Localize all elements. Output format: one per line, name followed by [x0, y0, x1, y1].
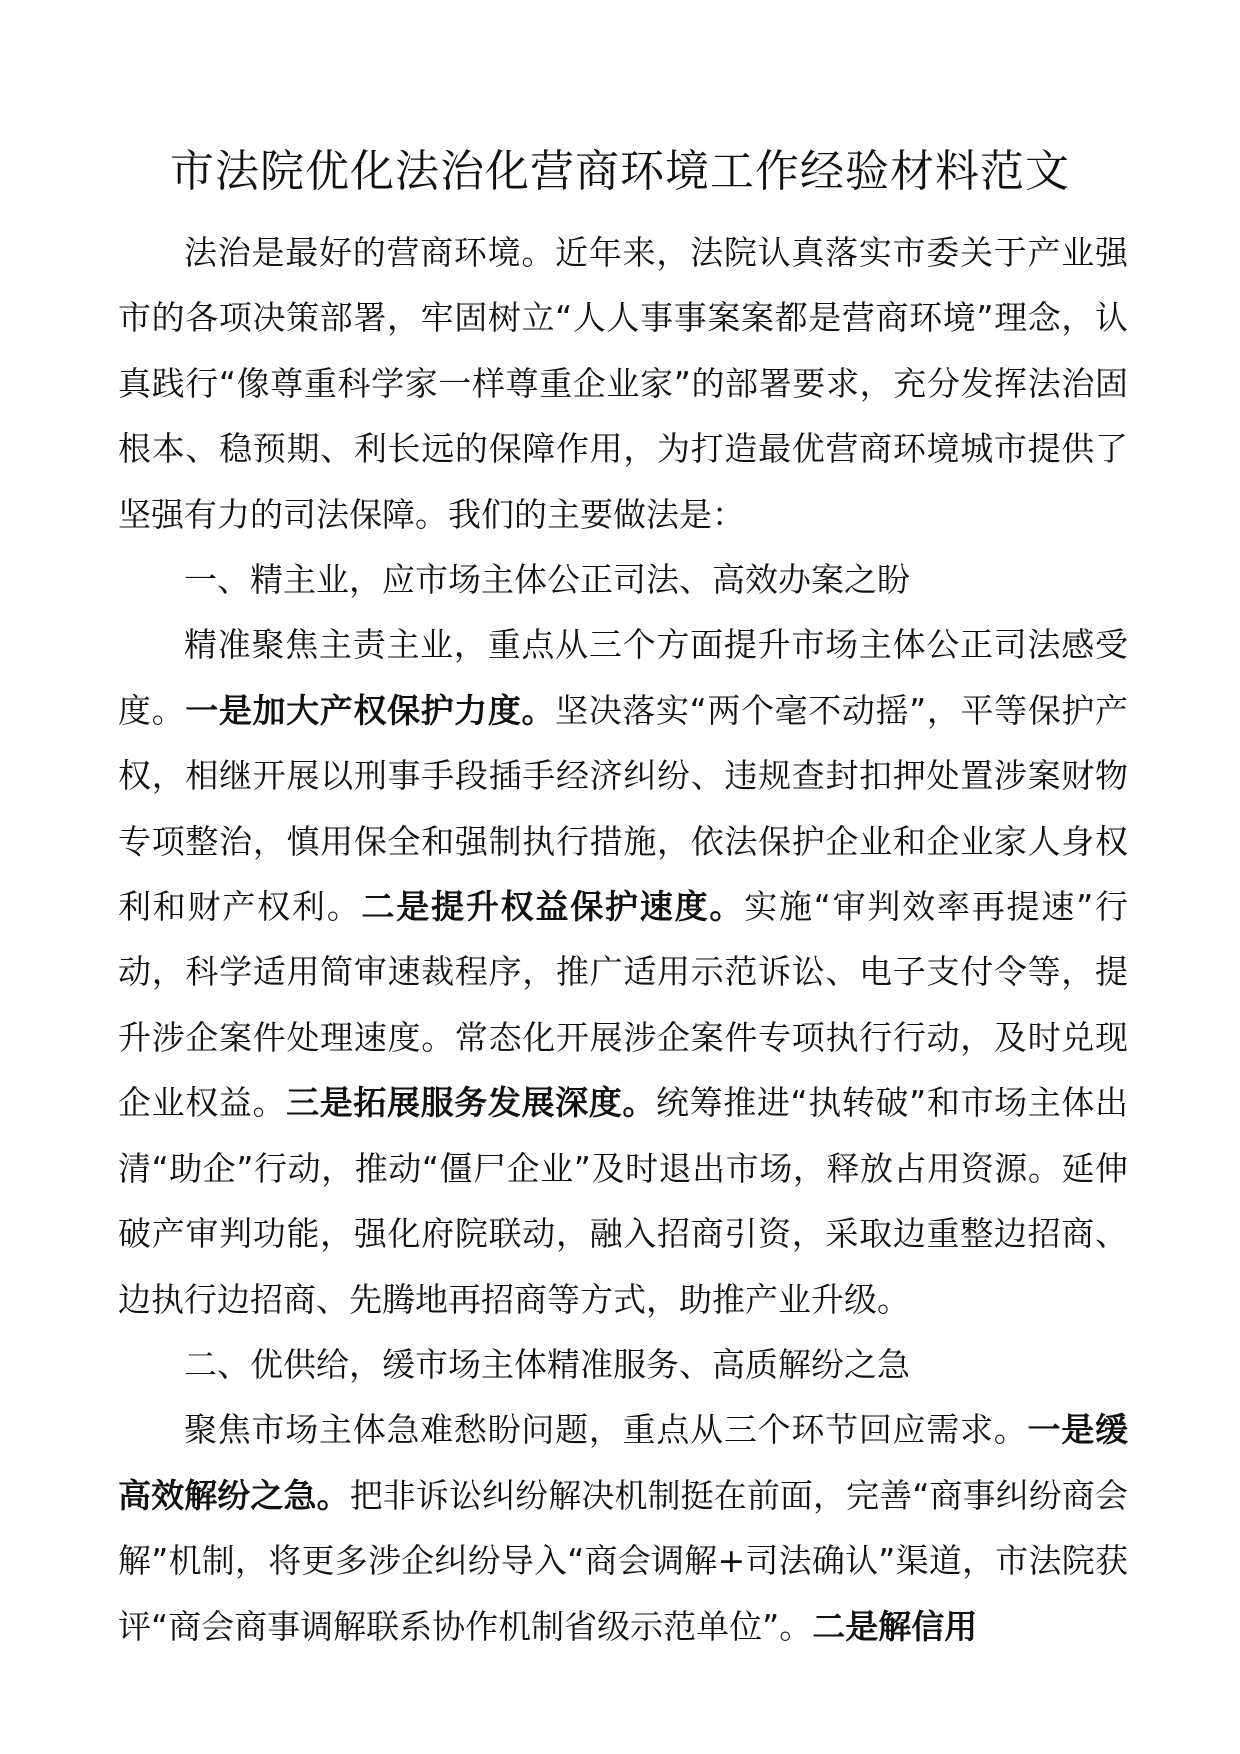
document-body: [118, 220, 1128, 1659]
document-title: 市法院优化法治化营商环境工作经验材料范文: [170, 146, 1070, 197]
text-run: 精准聚焦主责主业，重点从三个方面提升市场主体公正司法感受度。: [118, 625, 1128, 730]
text-run: 聚焦市场主体急难愁盼问题，重点从三个环节回应需求。: [184, 1410, 1028, 1450]
text-run: 实施“审判效率再提速”行动，科学适用简审速裁程序，推广适用示范诉讼、电子支付令等，提升涉企案件处理速度。常态化开展涉企案件专项执行行动，及时兑现企业权益。: [118, 887, 1129, 1123]
intro-paragraph: [118, 220, 1128, 547]
text-run: 统筹推进“执转破”和市场主体出清“助企”行动，推动“僵尸企业”及时退出市场，释放占用资源。延伸破产审判功能，强化府院联动，融入招商引资，采取边重整边招商、边执行边招商、先腾地再招商等方式，助推产业升级。: [118, 1083, 1129, 1319]
section-1-paragraph: [118, 612, 1128, 1331]
section-2-paragraph: [118, 1397, 1128, 1659]
text-run: 法治是最好的营商环境。近年来，法院认真落实市委关于产业强市的各项决策部署，牢固树立“人人事事案案都是营商环境”理念，认真践行“像尊重科学家一样尊重企业家”的部署要求，充分发挥法治固根本、稳预期、利长远的保障作用，为打造最优营商环境城市提供了坚强有力的司法保障。我们的主要做法是：: [118, 233, 1128, 534]
section-heading-2: [118, 1332, 1128, 1397]
section-heading-1: [118, 547, 1128, 612]
bold-point-1: 一是缓高效解纷之急。: [118, 1410, 1129, 1515]
bold-point-2: 二是提升权益保护速度。: [361, 887, 745, 927]
bold-point-1: 一是加大产权保护力度。: [185, 690, 556, 730]
heading-text: 一、精主业，应市场主体公正司法、高效办案之盼: [184, 560, 910, 600]
text-run: 把非诉讼纠纷解决机制挺在前面，完善“商事纠纷商会解”机制，将更多涉企纠纷导入“商会调解+司法确认”渠道，市法院获评“商会商事调解联系协作机制省级示范单位”。: [118, 1475, 1128, 1646]
heading-text: 二、优供给，缓市场主体精准服务、高质解纷之急: [184, 1344, 910, 1384]
bold-point-3: 三是拓展服务发展深度。: [286, 1083, 657, 1123]
bold-point-2: 二是解信用: [812, 1606, 978, 1646]
text-run: 坚决落实“两个毫不动摇”，平等保护产权，相继开展以刑事手段插手经济纠纷、违规查封扣押处置涉案财物专项整治，慎用保全和强制执行措施，依法保护企业和企业家人身权利和财产权利。: [118, 690, 1129, 927]
